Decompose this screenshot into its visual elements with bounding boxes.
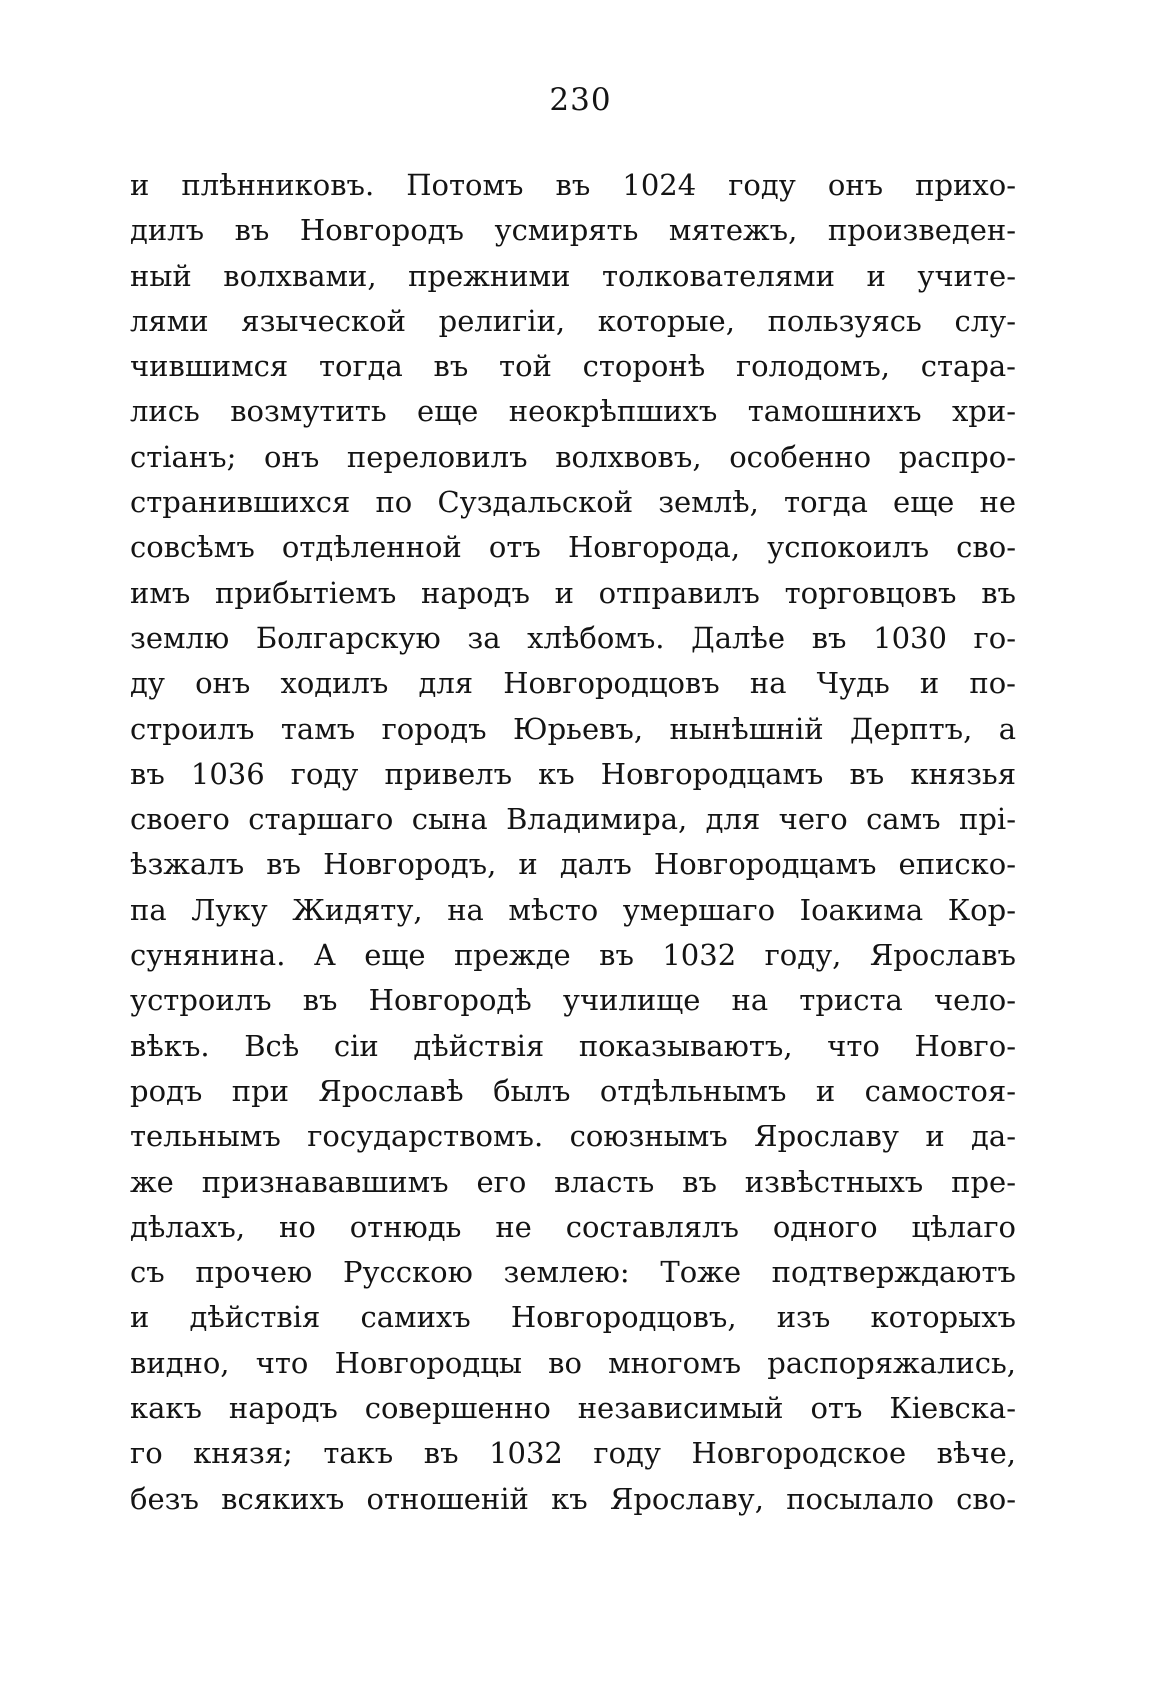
text-line: дилъ въ Новгородъ усмирять мятежъ, произведен- xyxy=(130,213,1016,248)
text-line: устроилъ въ Новгородѣ училище на триста чело- xyxy=(130,983,1016,1018)
text-line: имъ прибытіемъ народъ и отправилъ торговцовъ въ xyxy=(130,575,1016,610)
text-line: го князя; такъ въ 1032 году Новгородское вѣче, xyxy=(130,1436,1016,1471)
text-line: строилъ тамъ городъ Юрьевъ, нынѣшній Дерптъ, а xyxy=(130,711,1016,746)
text-line: сунянина. А еще прежде въ 1032 году, Ярославъ xyxy=(130,938,1016,973)
text-line: же признававшимъ его власть въ извѣстныхъ пре- xyxy=(130,1164,1016,1199)
text-line: своего старшаго сына Владимира, для чего самъ прі- xyxy=(130,802,1016,837)
text-line: видно, что Новгородцы во многомъ распоряжались, xyxy=(130,1345,1016,1380)
page-number: 230 xyxy=(549,82,612,118)
text-line: безъ всякихъ отношеній къ Ярославу, посылало сво- xyxy=(130,1481,1016,1516)
text-line: совсѣмъ отдѣленной отъ Новгорода, успокоилъ сво- xyxy=(130,530,1016,565)
text-line: лись возмутить еще неокрѣпшихъ тамошнихъ хри- xyxy=(130,394,1016,429)
text-line: съ прочею Русскою землею: Тоже подтверждаютъ xyxy=(130,1255,1016,1290)
text-line: какъ народъ совершенно независимый отъ Кіевска- xyxy=(130,1391,1016,1426)
body-text xyxy=(130,163,1016,1522)
text-line: родъ при Ярославѣ былъ отдѣльнымъ и самостоя- xyxy=(130,1073,1016,1108)
text-line: ный волхвами, прежними толкователями и учите- xyxy=(130,258,1016,293)
text-line: въ 1036 году привелъ къ Новгородцамъ въ князья xyxy=(130,756,1016,791)
text-line: землю Болгарскую за хлѣбомъ. Далѣе въ 1030 го- xyxy=(130,620,1016,655)
text-line: странившихся по Суздальской землѣ, тогда еще не xyxy=(130,485,1016,520)
text-line: тельнымъ государствомъ. союзнымъ Ярославу и да- xyxy=(130,1119,1016,1154)
text-line: дѣлахъ, но отнюдь не составлялъ одного цѣлаго xyxy=(130,1209,1016,1244)
text-line: стіанъ; онъ переловилъ волхвовъ, особенно распро- xyxy=(130,439,1016,474)
text-line: и дѣйствія самихъ Новгородцовъ, изъ которыхъ xyxy=(130,1300,1016,1335)
text-line: ѣзжалъ въ Новгородъ, и далъ Новгородцамъ еписко- xyxy=(130,847,1016,882)
text-line: и плѣнниковъ. Потомъ въ 1024 году онъ прихо- xyxy=(130,168,1016,202)
text-line: ду онъ ходилъ для Новгородцовъ на Чудь и по- xyxy=(130,666,1016,701)
text-line: лями языческой религіи, которые, пользуясь слу- xyxy=(130,303,1016,338)
text-line: чившимся тогда въ той сторонѣ голодомъ, стара- xyxy=(130,349,1016,384)
text-line: вѣкъ. Всѣ сіи дѣйствія показываютъ, что Новго- xyxy=(130,1028,1016,1063)
text-line: па Луку Жидяту, на мѣсто умершаго Іоакима Кор- xyxy=(130,892,1016,927)
